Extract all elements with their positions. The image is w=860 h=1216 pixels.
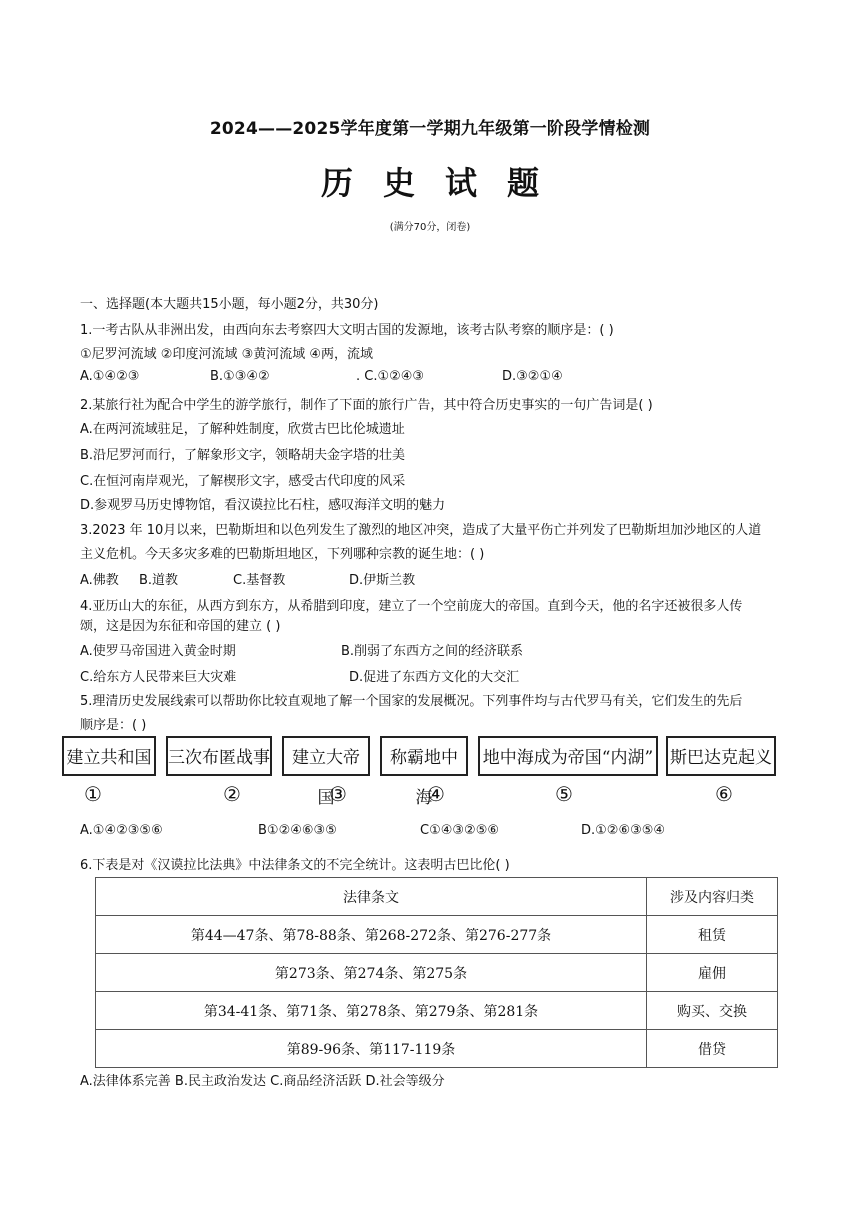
- event-number-5: ⑤: [555, 782, 573, 806]
- q3-option-a: A.佛教: [80, 573, 119, 588]
- section-heading: 一、选择题(本大题共15小题，每小题2分，共30分): [80, 297, 379, 312]
- q5-stem-line2: 顺序是：( ): [80, 718, 147, 733]
- q6-options: A.法律体系完善 B.民主政治发达 C.商品经济活跃 D.社会等级分: [80, 1074, 445, 1089]
- event-box-4: 称霸地中海: [380, 736, 468, 776]
- q1-items: ①尼罗河流域 ②印度河流域 ③黄河流域 ④两，流域: [80, 347, 374, 362]
- q4-option-c: C.给东方人民带来巨大灾难: [80, 670, 237, 685]
- table-cell: 购买、交换: [647, 992, 778, 1030]
- event-box-3: 建立大帝国: [282, 736, 370, 776]
- q5-option-a: A.①④②③⑤⑥: [80, 823, 163, 838]
- table-row: [96, 954, 778, 992]
- q3-option-c: C.基督教: [233, 573, 286, 588]
- event-number-1: ①: [84, 782, 102, 806]
- event-number-2: ②: [223, 782, 241, 806]
- q5-option-d: D.①②⑥③⑤④: [581, 823, 666, 838]
- q6-stem: 6.下表是对《汉谟拉比法典》中法律条文的不完全统计。这表明古巴比伦( ): [80, 858, 510, 873]
- table-cell: 租赁: [647, 916, 778, 954]
- event-number-6: ⑥: [715, 782, 733, 806]
- q4-stem-line2: 颂，这是因为东征和帝国的建立 ( ): [80, 619, 281, 634]
- subject-title: 历史试题: [320, 164, 569, 202]
- score-note: (满分70分，闭卷): [389, 222, 471, 233]
- q2-option-a: A.在两河流域驻足，了解种姓制度，欣赏古巴比伦城遗址: [80, 422, 405, 437]
- event-box-5: 地中海成为帝国“内湖”: [478, 736, 658, 776]
- q4-option-a: A.使罗马帝国进入黄金时期: [80, 644, 236, 659]
- q3-option-d: D.伊斯兰教: [349, 573, 416, 588]
- exam-title: 2024——2025学年度第一学期九年级第一阶段学情检测: [209, 119, 651, 139]
- event-box-2: 三次布匿战事: [166, 736, 272, 776]
- q5-option-b: B①②④⑥③⑤: [258, 823, 337, 838]
- q3-stem-line2: 主义危机。今天多灾多难的巴勒斯坦地区，下列哪种宗教的诞生地：( ): [80, 547, 485, 562]
- event-number-4: ④: [427, 782, 445, 806]
- q1-option-d: D.③②①④: [502, 369, 563, 384]
- q5-option-c: C①④③②⑤⑥: [420, 823, 500, 838]
- q2-option-d: D.参观罗马历史博物馆，看汉谟拉比石柱，感叹海洋文明的魅力: [80, 498, 446, 513]
- table-row: [96, 1030, 778, 1068]
- table-header-row: [96, 878, 778, 916]
- table-cell: 第273条、第274条、第275条: [96, 954, 647, 992]
- event-number-3: ③: [329, 782, 347, 806]
- q4-option-b: B.削弱了东西方之间的经济联系: [341, 644, 524, 659]
- table-cell: 第89-96条、第117-119条: [96, 1030, 647, 1068]
- table-header-cell: 涉及内容归类: [647, 878, 778, 916]
- table-cell: 第44—47条、第78-88条、第268-272条、第276-277条: [96, 916, 647, 954]
- table-cell: 雇佣: [647, 954, 778, 992]
- q1-option-c: . C.①②④③: [356, 369, 425, 384]
- q1-option-a: A.①④②③: [80, 369, 140, 384]
- q3-option-b: B.道教: [139, 573, 179, 588]
- table-cell: 借贷: [647, 1030, 778, 1068]
- q4-option-d: D.促进了东西方文化的大交汇: [349, 670, 520, 685]
- event-box-6: 斯巴达克起义: [666, 736, 776, 776]
- table-cell: 第34-41条、第71条、第278条、第279条、第281条: [96, 992, 647, 1030]
- q2-option-c: C.在恒河南岸观光，了解楔形文字，感受古代印度的风采: [80, 474, 406, 489]
- q5-stem-line1: 5.理清历史发展线索可以帮助你比较直观地了解一个国家的发展概况。下列事件均与古代罗马有关，它们发生的先后: [80, 694, 743, 709]
- event-box-1: 建立共和国: [62, 736, 156, 776]
- q4-stem-line1: 4.亚历山大的东征，从西方到东方，从希腊到印度，建立了一个空前庞大的帝国。直到今天，他的名字还被很多人传: [80, 599, 743, 614]
- q5-event-sequence: [62, 736, 782, 806]
- table-row: [96, 992, 778, 1030]
- q2-option-b: B.沿尼罗河而行，了解象形文字，领略胡夫金字塔的壮美: [80, 448, 406, 463]
- table-row: [96, 916, 778, 954]
- table-header-cell: 法律条文: [96, 878, 647, 916]
- law-table: [95, 877, 778, 1068]
- q1-option-b: B.①③④②: [210, 369, 270, 384]
- q2-stem: 2.某旅行社为配合中学生的游学旅行，制作了下面的旅行广告，其中符合历史事实的一句广告词是( ): [80, 398, 653, 413]
- q3-stem-line1: 3.2023 年 10月以来，巴勒斯坦和以色列发生了激烈的地区冲突，造成了大量平伤亡并列发了巴勒斯坦加沙地区的人道: [80, 523, 762, 538]
- q1-stem: 1.一考古队从非洲出发，由西向东去考察四大文明古国的发源地，该考古队考察的顺序是：( ): [80, 323, 614, 338]
